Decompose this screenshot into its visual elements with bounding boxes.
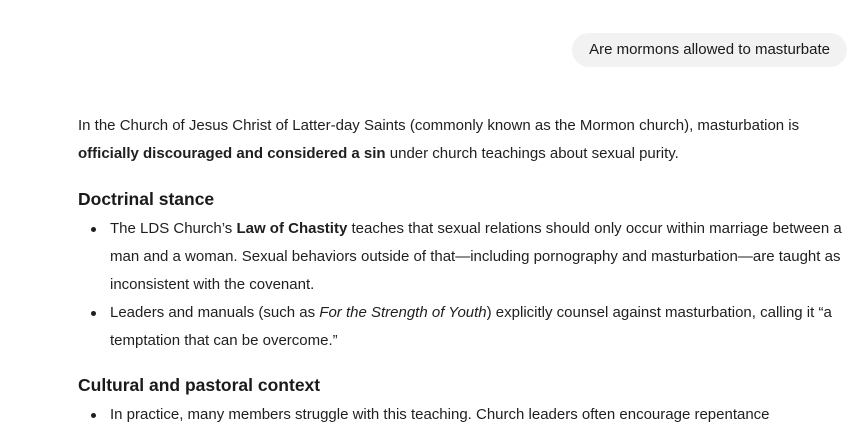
intro-text-2: under church teachings about sexual purity. <box>385 145 679 162</box>
assistant-response <box>78 112 853 429</box>
intro-paragraph <box>78 112 853 168</box>
bullet-italic-title: For the Strength of Youth <box>319 304 487 321</box>
bullet-bold: Law of Chastity <box>236 220 348 237</box>
bullet-text: In practice, many members struggle with this teaching. Church leaders often encourage repentance <box>110 406 770 423</box>
bullet-in-practice <box>78 401 853 429</box>
cultural-bullet-list <box>78 401 853 429</box>
bullet-text: teaches that sexual relations should only occur within marriage between a man and a woman. Sexual behaviors outside of that—including pornography and masturbation—are taught as inconsistent with the covenant. <box>110 220 842 293</box>
section-heading-cultural: Cultural and pastoral context <box>78 375 321 395</box>
doctrinal-bullet-list <box>78 215 853 355</box>
bullet-text: The LDS Church’s <box>110 220 237 237</box>
section-heading-doctrinal: Doctrinal stance <box>78 189 215 209</box>
bullet-text: Leaders and manuals (such as <box>110 304 320 321</box>
bullet-leaders-manuals <box>78 299 853 355</box>
intro-text-1: In the Church of Jesus Christ of Latter-day Saints (commonly known as the Mormon church), masturbation is <box>78 117 800 134</box>
intro-bold: officially discouraged and considered a sin <box>78 145 386 162</box>
bullet-law-of-chastity <box>78 215 853 299</box>
user-message-bubble <box>572 33 847 67</box>
user-message-text: Are mormons allowed to masturbate <box>589 41 830 58</box>
bullet-text: ) explicitly counsel against masturbation, calling it “a temptation that can be overcome.” <box>110 304 832 349</box>
